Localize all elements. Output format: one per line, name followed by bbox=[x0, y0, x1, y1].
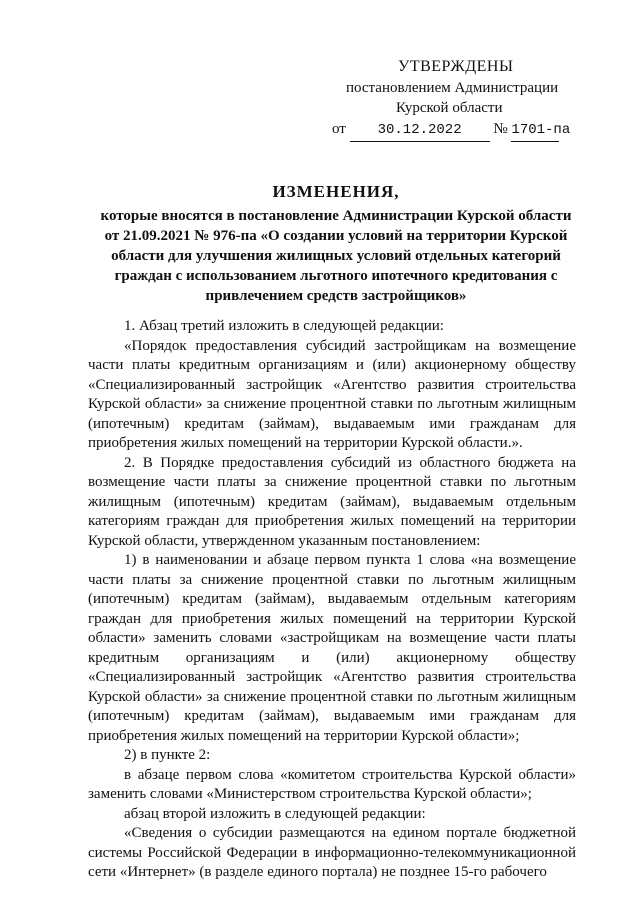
paragraph: «Сведения о субсидии размещаются на едином портале бюджетной системы Российской Федерации в информационно-телекоммуникационной сети «Интернет» (в разделе единого портала) не позднее 15-го рабочего bbox=[88, 825, 576, 880]
issuer-line-1: постановлением Администрации bbox=[346, 80, 559, 96]
title-subtitle: которые вносятся в постановление Администрации Курской области от 21.09.2021 № 976-па «О создании условий на территории Курской области для улучшения жилищных условий отдельных категорий граждан с использованием льготного ипотечного кредитования с привлечением средств застройщиков» bbox=[100, 208, 572, 304]
paragraph: 1. Абзац третий изложить в следующей редакции: bbox=[124, 318, 444, 334]
issuer-line-2: Курской области bbox=[396, 100, 503, 116]
paragraph: 1) в наименовании и абзаце первом пункта 1 слова «на возмещение части платы за снижение процентной ставки по льготным жилищным (ипотечным) кредитам (займам), выдаваемым отдельным категориям граждан для приобретения жилых помещений на территории Курской области» заменить словами «застройщикам на возмещение части платы кредитным организациям и (или) акционерному обществу «Специализированный застройщик «Агентство развития строительства Курской области» за снижение процентной ставки по льготным жилищным (ипотечным) кредитам (займам), выдаваемым ими гражданам для приобретения жилых помещений на территории Курской области»; bbox=[88, 552, 576, 744]
paragraph: в абзаце первом слова «комитетом строительства Курской области» заменить словами «Министерством строительства Курской области»; bbox=[88, 766, 576, 802]
number-prefix: № bbox=[493, 121, 508, 137]
document-body bbox=[88, 317, 576, 883]
date-number-line bbox=[332, 118, 592, 142]
title-heading: ИЗМЕНЕНИЯ, bbox=[272, 182, 400, 201]
number-value: 1701-па bbox=[511, 119, 559, 142]
date-value: 30.12.2022 bbox=[350, 119, 490, 142]
paragraph: «Порядок предоставления субсидий застройщикам на возмещение части платы кредитным организациям и (или) акционерному обществу «Специализированный застройщик «Агентство развития строительства Курской области» за снижение процентной ставки по льготным жилищным (ипотечным) кредитам (займам), выдаваемым ими гражданам для приобретения жилых помещений на территории Курской области.». bbox=[88, 337, 576, 451]
paragraph: 2. В Порядке предоставления субсидий из областного бюджета на возмещение части платы за снижение процентной ставки по льготным жилищным (ипотечным) кредитам (займам), выдаваемым отдельным категориям граждан для приобретения жилых помещений на территории Курской области, утвержденном указанным постановлением: bbox=[88, 454, 576, 549]
approval-block bbox=[332, 56, 592, 142]
paragraph: 2) в пункте 2: bbox=[124, 747, 211, 763]
approved-label: УТВЕРЖДЕНЫ bbox=[398, 58, 514, 75]
date-prefix: от bbox=[332, 121, 346, 137]
document-title bbox=[96, 180, 576, 306]
paragraph: абзац второй изложить в следующей редакции: bbox=[124, 805, 426, 822]
